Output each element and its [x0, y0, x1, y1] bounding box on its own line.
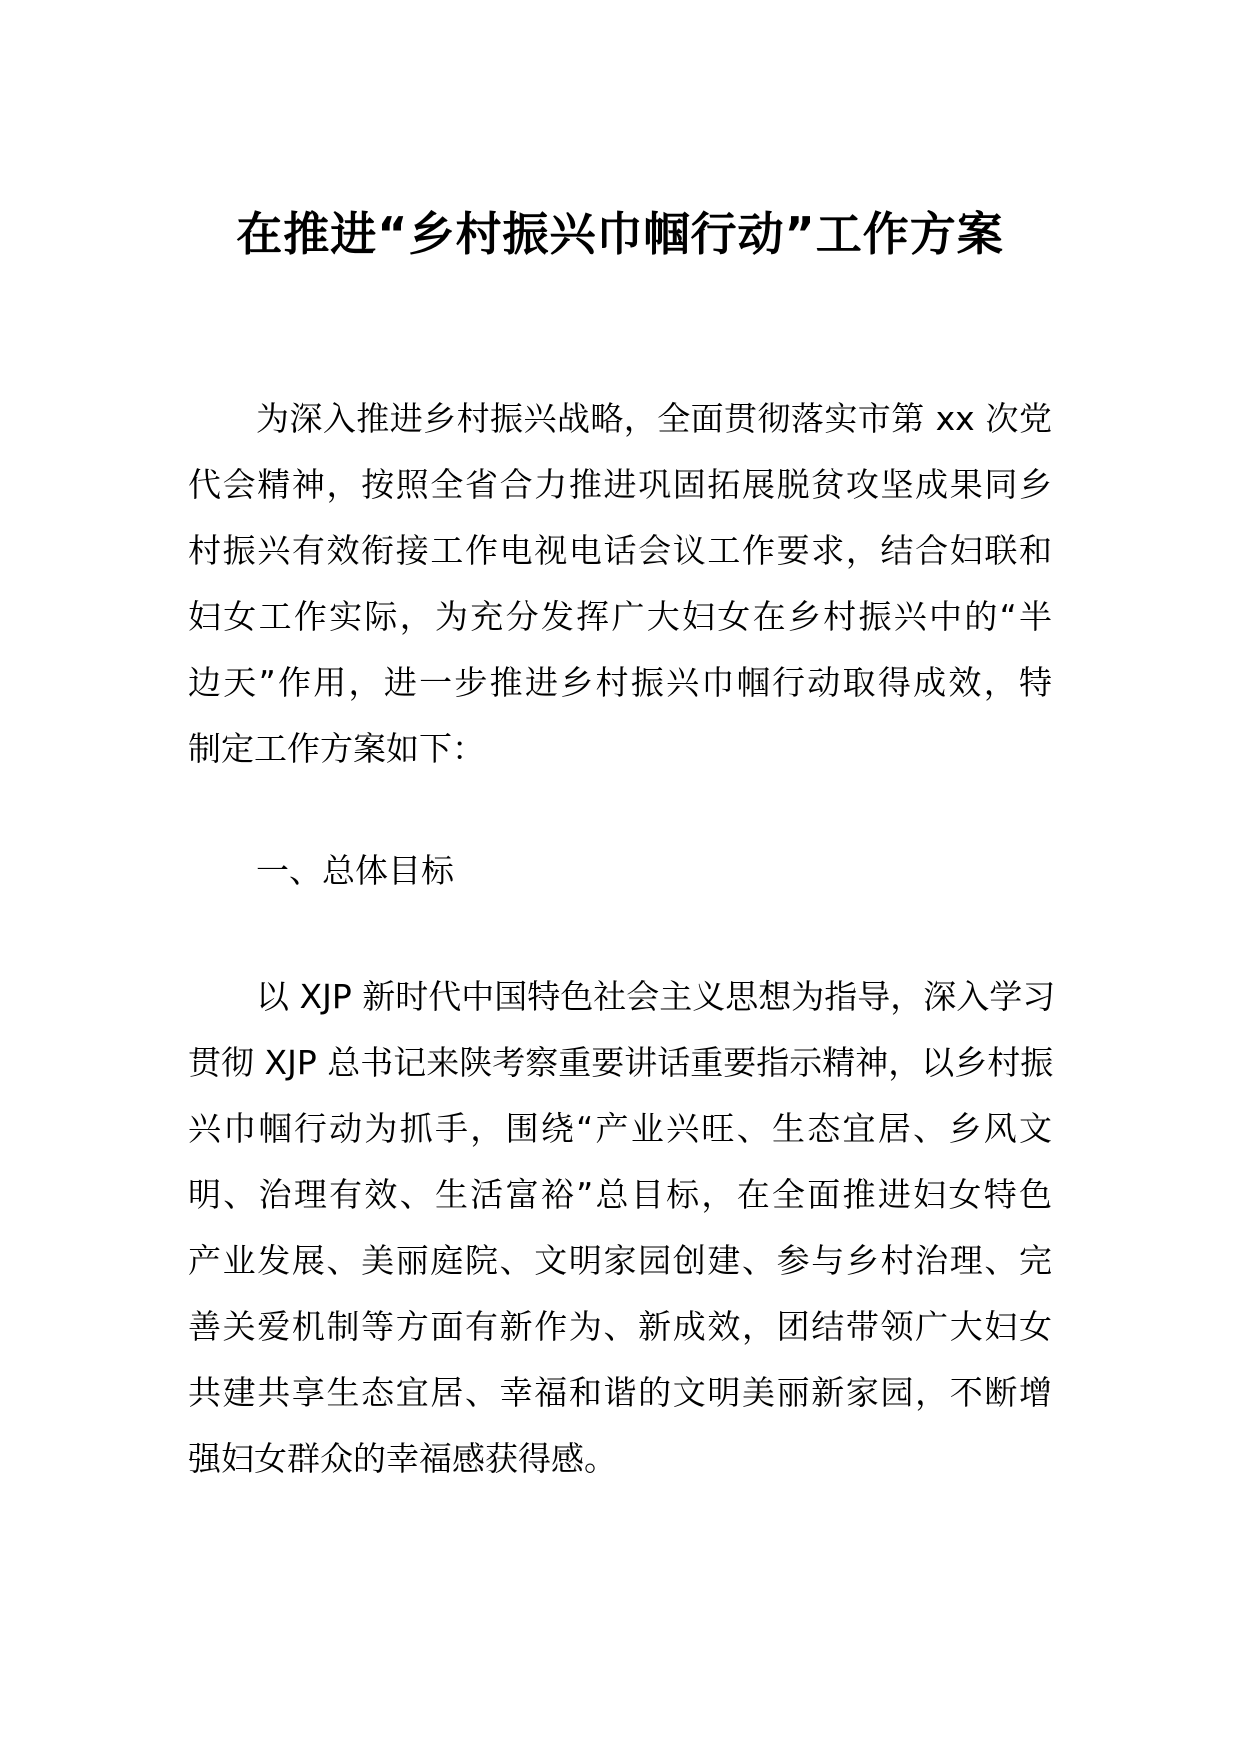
paragraph-line: 村振兴有效衔接工作电视电话会议工作要求，结合妇联和 — [188, 531, 1052, 570]
intro-paragraph — [188, 386, 1052, 782]
paragraph-line: 共建共享生态宜居、幸福和谐的文明美丽新家园，不断增 — [188, 1373, 1052, 1412]
paragraph-line: 明、治理有效、生活富裕”总目标，在全面推进妇女特色 — [188, 1175, 1052, 1214]
goal-paragraph — [188, 964, 1056, 1492]
paragraph-line: 为深入推进乡村振兴战略，全面贯彻落实市第 xx 次党 — [256, 399, 1052, 438]
section-heading-text: 一、总体目标 — [256, 851, 454, 890]
paragraph-line: 边天”作用，进一步推进乡村振兴巾帼行动取得成效，特 — [188, 663, 1052, 702]
paragraph-line: 善关爱机制等方面有新作为、新成效，团结带领广大妇女 — [188, 1307, 1052, 1346]
paragraph-line: 妇女工作实际，为充分发挥广大妇女在乡村振兴中的“半 — [188, 597, 1052, 636]
section-heading — [188, 838, 1052, 904]
paragraph-line: 产业发展、美丽庭院、文明家园创建、参与乡村治理、完 — [188, 1241, 1052, 1280]
paragraph-line: 代会精神，按照全省合力推进巩固拓展脱贫攻坚成果同乡 — [188, 465, 1052, 504]
paragraph-line: 贯彻 XJP 总书记来陕考察重要讲话重要指示精神，以乡村振 — [188, 1043, 1054, 1082]
paragraph-line: 制定工作方案如下： — [188, 729, 485, 768]
document-title: 在推进“乡村振兴巾帼行动”工作方案 — [236, 207, 1004, 261]
paragraph-line: 以 XJP 新时代中国特色社会主义思想为指导，深入学习 — [256, 977, 1056, 1016]
paragraph-line: 兴巾帼行动为抓手，围绕“产业兴旺、生态宜居、乡风文 — [188, 1109, 1052, 1148]
paragraph-line: 强妇女群众的幸福感获得感。 — [188, 1439, 617, 1478]
